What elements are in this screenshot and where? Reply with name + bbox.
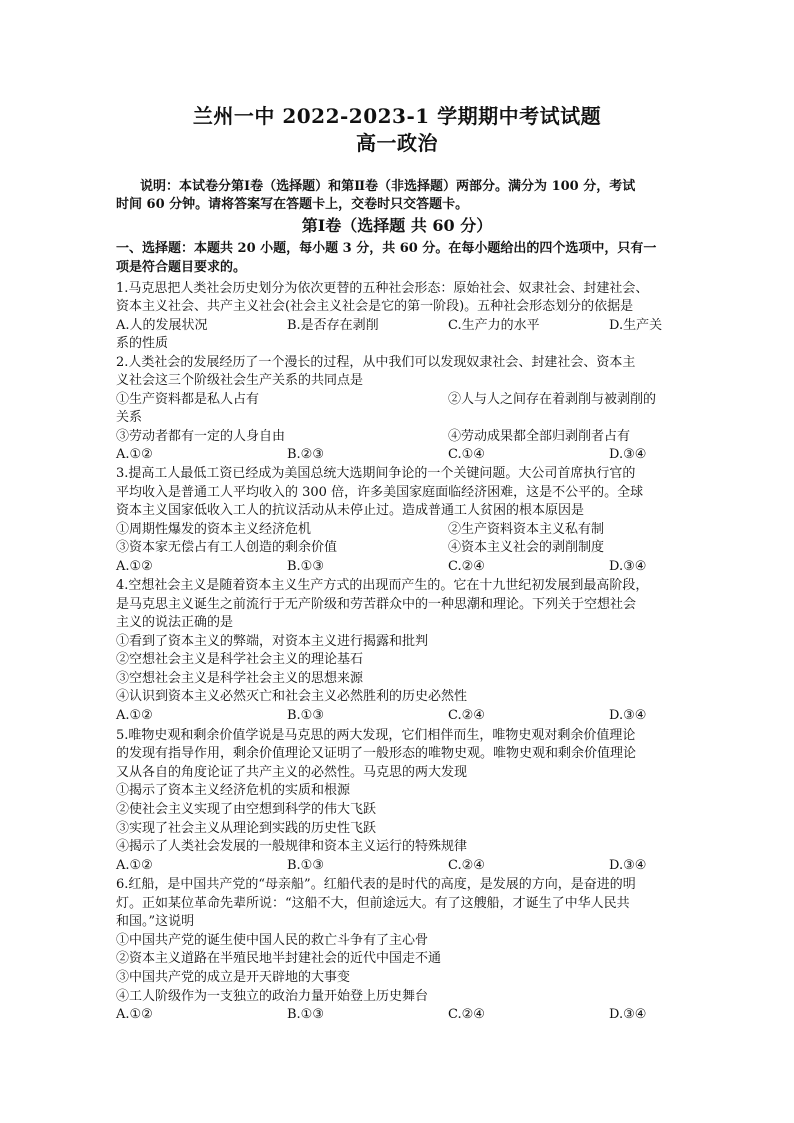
statement: ④揭示了人类社会发展的一般规律和资本主义运行的特殊规律 xyxy=(116,839,468,854)
option-a: A.①② xyxy=(116,447,153,462)
exam-subject: 高一政治 xyxy=(356,131,438,155)
section-title: 第Ⅰ卷（选择题 共 60 分） xyxy=(301,216,493,235)
statement: ②生产资料资本主义私有制 xyxy=(448,522,605,537)
option-b: B.②③ xyxy=(287,447,324,462)
option-d: D.③④ xyxy=(609,559,647,574)
option-c: C.②④ xyxy=(448,1007,485,1022)
statement: ①揭示了资本主义经济危机的实质和根源 xyxy=(116,783,351,798)
question-text: 义社会这三个阶级社会生产关系的共同点是 xyxy=(116,373,364,388)
option-d: D.生产关 xyxy=(609,318,663,333)
statement: ②资本主义道路在半殖民地半封建社会的近代中国走不通 xyxy=(116,951,442,966)
question-text: 5.唯物史观和剩余价值学说是马克思的两大发现，它们相伴而生，唯物史观对剩余价值理论 xyxy=(116,728,636,743)
statement: ①生产资料都是私人占有 xyxy=(116,392,260,407)
question-text: 4.空想社会主义是随着资本主义生产方式的出现而产生的。它在十九世纪初发展到最高阶段， xyxy=(116,578,649,593)
option-d-continued: 系的性质 xyxy=(116,336,169,351)
statement: ③中国共产党的成立是开天辟地的大事变 xyxy=(116,970,351,985)
option-a: A.人的发展状况 xyxy=(116,318,208,333)
question-text: 3.提高工人最低工资已经成为美国总统大选期间争论的一个关键问题。大公司首席执行官的 xyxy=(116,466,636,481)
option-c: C.②④ xyxy=(448,858,485,873)
instructions-line-1: 说明：本试卷分第Ⅰ卷（选择题）和第Ⅱ卷（非选择题）两部分。满分为 100 分，考试 xyxy=(140,179,636,194)
option-b: B.①③ xyxy=(287,708,324,723)
question-text: 的发现有指导作用，剩余价值理论又证明了一般形态的唯物史观。唯物史观和剩余价值理论 xyxy=(116,746,637,761)
option-b: B.是否存在剥削 xyxy=(287,318,379,333)
question-text: 平均收入是普通工人平均收入的 300 倍，许多美国家庭面临经济困难，这是不公平的。全球 xyxy=(116,485,644,500)
statement: ②人与人之间存在着剥削与被剥削的 xyxy=(448,392,657,407)
statement: ①中国共产党的诞生使中国人民的救亡斗争有了主心骨 xyxy=(116,933,429,948)
option-d: D.③④ xyxy=(609,447,647,462)
statement: ①看到了资本主义的弊端，对资本主义进行揭露和批判 xyxy=(116,634,429,649)
question-text: 灯。正如某位革命先辈所说：“这船不大，但前途远大。有了这艘船，才诞生了中华人民共 xyxy=(116,896,630,911)
option-c: C.①④ xyxy=(448,447,485,462)
statement: ③资本家无偿占有工人创造的剩余价值 xyxy=(116,540,338,555)
question-text: 又从各自的角度论证了共产主义的必然性。马克思的两大发现 xyxy=(116,765,468,780)
option-b: B.①③ xyxy=(287,1007,324,1022)
statement: ③实现了社会主义从理论到实践的历史性飞跃 xyxy=(116,821,377,836)
option-a: A.①② xyxy=(116,858,153,873)
option-a: A.①② xyxy=(116,708,153,723)
question-text: 主义的说法正确的是 xyxy=(116,615,234,630)
question-text: 1.马克思把人类社会历史划分为依次更替的五种社会形态：原始社会、奴隶社会、封建社会、 xyxy=(116,281,649,296)
option-b: B.①③ xyxy=(287,858,324,873)
statement: ②使社会主义实现了由空想到科学的伟大飞跃 xyxy=(116,802,377,817)
question-text: 是马克思主义诞生之前流行于无产阶级和劳苦群众中的一种思潮和理论。下列关于空想社会 xyxy=(116,597,637,612)
statement: ②空想社会主义是科学社会主义的理论基石 xyxy=(116,652,364,667)
section-intro-2: 项是符合题目要求的。 xyxy=(116,260,247,275)
question-text: 2.人类社会的发展经历了一个漫长的过程，从中我们可以发现奴隶社会、封建社会、资本主 xyxy=(116,355,636,370)
option-a: A.①② xyxy=(116,1007,153,1022)
statement: ④资本主义社会的剥削制度 xyxy=(448,540,605,555)
option-d: D.③④ xyxy=(609,858,647,873)
instructions-line-2: 时间 60 分钟。请将答案写在答题卡上，交卷时只交答题卡。 xyxy=(116,197,469,212)
statement: ③劳动者都有一定的人身自由 xyxy=(116,429,286,444)
option-d: D.③④ xyxy=(609,1007,647,1022)
question-text: 和国。”这说明 xyxy=(116,914,195,929)
option-a: A.①② xyxy=(116,559,153,574)
statement: ①周期性爆发的资本主义经济危机 xyxy=(116,522,312,537)
option-c: C.②④ xyxy=(448,708,485,723)
statement: ④认识到资本主义必然灭亡和社会主义必然胜利的历史必然性 xyxy=(116,689,468,704)
option-d: D.③④ xyxy=(609,708,647,723)
statement: ④劳动成果都全部归剥削者占有 xyxy=(448,429,631,444)
question-text: 6.红船，是中国共产党的“母亲船”。红船代表的是时代的高度，是发展的方向，是奋进的明 xyxy=(116,877,636,892)
question-text: 资本主义国家低收入工人的抗议活动从未停止过。造成普通工人贫困的根本原因是 xyxy=(116,503,585,518)
section-intro-1: 一、选择题：本题共 20 小题，每小题 3 分，共 60 分。在每小题给出的四个选项中，只有一 xyxy=(116,241,657,256)
statement-continued: 关系 xyxy=(116,410,143,425)
option-c: C.生产力的水平 xyxy=(448,318,540,333)
option-c: C.②④ xyxy=(448,559,485,574)
statement: ③空想社会主义是科学社会主义的思想来源 xyxy=(116,671,364,686)
statement: ④工人阶级作为一支独立的政治力量开始登上历史舞台 xyxy=(116,989,429,1004)
exam-title: 兰州一中 2022-2023-1 学期期中考试试题 xyxy=(192,104,602,128)
question-text: 资本主义社会、共产主义社会(社会主义社会是它的第一阶段)。五种社会形态划分的依据是 xyxy=(116,299,634,314)
option-b: B.①③ xyxy=(287,559,324,574)
